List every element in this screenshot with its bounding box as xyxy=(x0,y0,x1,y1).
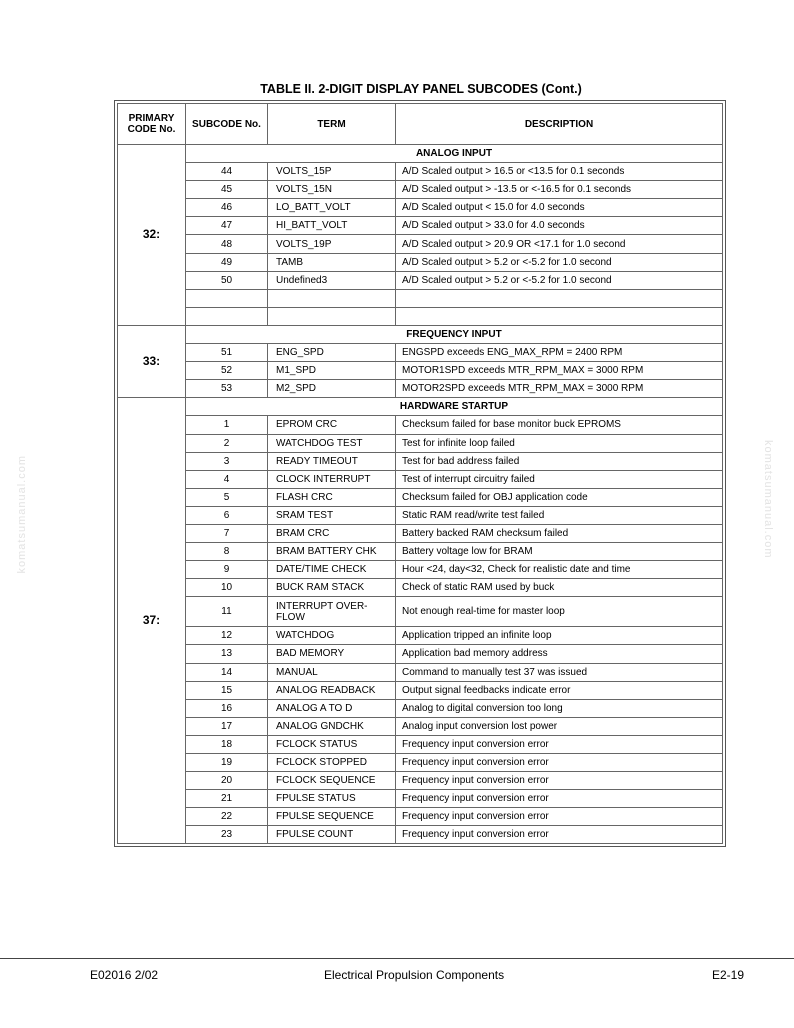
term-cell xyxy=(268,307,396,325)
subcode-cell: 3 xyxy=(186,452,268,470)
subcode-cell: 46 xyxy=(186,199,268,217)
subcode-cell: 18 xyxy=(186,735,268,753)
table-row xyxy=(118,754,723,772)
table-row xyxy=(118,217,723,235)
subcode-cell: 6 xyxy=(186,506,268,524)
term-cell: DATE/TIME CHECK xyxy=(268,561,396,579)
description-cell: A/D Scaled output > 20.9 OR <17.1 for 1.0 second xyxy=(396,235,723,253)
term-cell: INTERRUPT OVER-FLOW xyxy=(268,597,396,627)
section-header-row xyxy=(118,398,723,416)
term-cell: VOLTS_15P xyxy=(268,163,396,181)
subcode-cell: 9 xyxy=(186,561,268,579)
table-row xyxy=(118,307,723,325)
subcode-cell: 44 xyxy=(186,163,268,181)
term-cell: M2_SPD xyxy=(268,380,396,398)
description-cell: Test of interrupt circuitry failed xyxy=(396,470,723,488)
subcode-cell: 47 xyxy=(186,217,268,235)
subcode-cell: 52 xyxy=(186,362,268,380)
subcode-cell: 13 xyxy=(186,645,268,663)
table-row xyxy=(118,663,723,681)
subcode-cell: 20 xyxy=(186,772,268,790)
table-row xyxy=(118,579,723,597)
table-row xyxy=(118,808,723,826)
subcode-cell: 22 xyxy=(186,808,268,826)
term-cell: EPROM CRC xyxy=(268,416,396,434)
table-row xyxy=(118,470,723,488)
term-cell: FPULSE STATUS xyxy=(268,790,396,808)
table-row xyxy=(118,506,723,524)
section-header-row xyxy=(118,325,723,343)
subcode-cell: 15 xyxy=(186,681,268,699)
term-cell: M1_SPD xyxy=(268,362,396,380)
table-row xyxy=(118,199,723,217)
description-cell: MOTOR2SPD exceeds MTR_RPM_MAX = 3000 RPM xyxy=(396,380,723,398)
subcode-cell: 2 xyxy=(186,434,268,452)
description-cell: Output signal feedbacks indicate error xyxy=(396,681,723,699)
term-cell: BRAM BATTERY CHK xyxy=(268,543,396,561)
term-cell: VOLTS_15N xyxy=(268,181,396,199)
table-row xyxy=(118,790,723,808)
description-cell: Frequency input conversion error xyxy=(396,790,723,808)
description-cell: Battery voltage low for BRAM xyxy=(396,543,723,561)
description-cell: Test for bad address failed xyxy=(396,452,723,470)
subcode-cell: 7 xyxy=(186,524,268,542)
watermark-right: komatsumanual.com xyxy=(762,440,774,559)
description-cell: A/D Scaled output > -13.5 or <-16.5 for 0.1 seconds xyxy=(396,181,723,199)
description-cell: Frequency input conversion error xyxy=(396,735,723,753)
subcode-cell: 12 xyxy=(186,627,268,645)
table-row xyxy=(118,289,723,307)
description-cell: Frequency input conversion error xyxy=(396,826,723,844)
term-cell: ANALOG A TO D xyxy=(268,699,396,717)
section-header-row xyxy=(118,145,723,163)
term-cell: ANALOG READBACK xyxy=(268,681,396,699)
term-cell: ANALOG GNDCHK xyxy=(268,717,396,735)
subcode-cell: 49 xyxy=(186,253,268,271)
watermark-left: komatsumanual.com xyxy=(16,455,28,574)
subcode-cell: 5 xyxy=(186,488,268,506)
subcode-cell: 51 xyxy=(186,344,268,362)
footer-doc-id: E02016 2/02 xyxy=(90,968,159,982)
term-cell xyxy=(268,289,396,307)
term-cell: FPULSE COUNT xyxy=(268,826,396,844)
term-cell: ENG_SPD xyxy=(268,344,396,362)
table-row xyxy=(118,253,723,271)
description-cell: Command to manually test 37 was issued xyxy=(396,663,723,681)
description-cell: A/D Scaled output < 15.0 for 4.0 seconds xyxy=(396,199,723,217)
subcode-cell: 21 xyxy=(186,790,268,808)
table-row xyxy=(118,416,723,434)
description-cell: Test for infinite loop failed xyxy=(396,434,723,452)
subcode-cell: 23 xyxy=(186,826,268,844)
description-cell: Hour <24, day<32, Check for realistic date and time xyxy=(396,561,723,579)
term-cell: FCLOCK STATUS xyxy=(268,735,396,753)
description-cell: A/D Scaled output > 5.2 or <-5.2 for 1.0 second xyxy=(396,253,723,271)
table-row xyxy=(118,681,723,699)
term-cell: TAMB xyxy=(268,253,396,271)
term-cell: MANUAL xyxy=(268,663,396,681)
description-cell: Not enough real-time for master loop xyxy=(396,597,723,627)
term-cell: WATCHDOG xyxy=(268,627,396,645)
subcode-cell: 16 xyxy=(186,699,268,717)
footer-page-number: E2-19 xyxy=(712,968,745,982)
term-cell: FCLOCK SEQUENCE xyxy=(268,772,396,790)
table-body xyxy=(118,145,723,844)
table-row xyxy=(118,826,723,844)
term-cell: VOLTS_19P xyxy=(268,235,396,253)
description-cell: Frequency input conversion error xyxy=(396,808,723,826)
table-row xyxy=(118,735,723,753)
subcode-cell: 8 xyxy=(186,543,268,561)
footer-divider xyxy=(0,958,794,959)
table-row xyxy=(118,271,723,289)
table-row xyxy=(118,524,723,542)
description-cell xyxy=(396,289,723,307)
table-row xyxy=(118,561,723,579)
description-cell: Checksum failed for OBJ application code xyxy=(396,488,723,506)
subcode-cell: 48 xyxy=(186,235,268,253)
term-cell: BUCK RAM STACK xyxy=(268,579,396,597)
term-cell: Undefined3 xyxy=(268,271,396,289)
term-cell: SRAM TEST xyxy=(268,506,396,524)
table-row xyxy=(118,645,723,663)
description-cell: Checksum failed for base monitor buck EPROMS xyxy=(396,416,723,434)
table-row xyxy=(118,488,723,506)
term-cell: FLASH CRC xyxy=(268,488,396,506)
description-cell: Frequency input conversion error xyxy=(396,754,723,772)
table-row xyxy=(118,543,723,561)
description-cell: ENGSPD exceeds ENG_MAX_RPM = 2400 RPM xyxy=(396,344,723,362)
description-cell: Frequency input conversion error xyxy=(396,772,723,790)
term-cell: CLOCK INTERRUPT xyxy=(268,470,396,488)
subcode-cell: 1 xyxy=(186,416,268,434)
table-row xyxy=(118,627,723,645)
description-cell: Check of static RAM used by buck xyxy=(396,579,723,597)
description-cell: A/D Scaled output > 5.2 or <-5.2 for 1.0 second xyxy=(396,271,723,289)
description-cell: Analog to digital conversion too long xyxy=(396,699,723,717)
term-cell: LO_BATT_VOLT xyxy=(268,199,396,217)
description-cell xyxy=(396,307,723,325)
table-row xyxy=(118,772,723,790)
header-description: DESCRIPTION xyxy=(396,104,723,145)
description-cell: A/D Scaled output > 16.5 or <13.5 for 0.1 seconds xyxy=(396,163,723,181)
table-row xyxy=(118,717,723,735)
table-row xyxy=(118,235,723,253)
description-cell: Static RAM read/write test failed xyxy=(396,506,723,524)
subcode-table xyxy=(117,103,723,844)
subcode-cell: 10 xyxy=(186,579,268,597)
primary-code: 37: xyxy=(118,398,186,844)
table-row xyxy=(118,362,723,380)
description-cell: Application bad memory address xyxy=(396,645,723,663)
subcode-cell: 53 xyxy=(186,380,268,398)
footer-section-title: Electrical Propulsion Components xyxy=(324,968,505,982)
section-title: FREQUENCY INPUT xyxy=(186,325,723,343)
term-cell: FPULSE SEQUENCE xyxy=(268,808,396,826)
subcode-table-frame xyxy=(114,100,726,847)
description-cell: A/D Scaled output > 33.0 for 4.0 seconds xyxy=(396,217,723,235)
header-subcode: SUBCODE No. xyxy=(186,104,268,145)
term-cell: FCLOCK STOPPED xyxy=(268,754,396,772)
primary-code: 33: xyxy=(118,325,186,397)
section-title: ANALOG INPUT xyxy=(186,145,723,163)
table-row xyxy=(118,344,723,362)
description-cell: MOTOR1SPD exceeds MTR_RPM_MAX = 3000 RPM xyxy=(396,362,723,380)
table-row xyxy=(118,163,723,181)
subcode-cell xyxy=(186,289,268,307)
table-header-row xyxy=(118,104,723,145)
description-cell: Analog input conversion lost power xyxy=(396,717,723,735)
header-primary-code: PRIMARY CODE No. xyxy=(118,104,186,145)
term-cell: BRAM CRC xyxy=(268,524,396,542)
table-row xyxy=(118,434,723,452)
subcode-cell: 45 xyxy=(186,181,268,199)
table-row xyxy=(118,699,723,717)
description-cell: Battery backed RAM checksum failed xyxy=(396,524,723,542)
primary-code: 32: xyxy=(118,145,186,326)
subcode-cell: 14 xyxy=(186,663,268,681)
subcode-cell xyxy=(186,307,268,325)
term-cell: READY TIMEOUT xyxy=(268,452,396,470)
table-row xyxy=(118,452,723,470)
subcode-cell: 50 xyxy=(186,271,268,289)
table-title: TABLE II. 2-DIGIT DISPLAY PANEL SUBCODES (Cont.) xyxy=(260,82,582,96)
section-title: HARDWARE STARTUP xyxy=(186,398,723,416)
term-cell: WATCHDOG TEST xyxy=(268,434,396,452)
subcode-cell: 11 xyxy=(186,597,268,627)
header-term: TERM xyxy=(268,104,396,145)
term-cell: BAD MEMORY xyxy=(268,645,396,663)
subcode-cell: 19 xyxy=(186,754,268,772)
subcode-cell: 4 xyxy=(186,470,268,488)
term-cell: HI_BATT_VOLT xyxy=(268,217,396,235)
subcode-cell: 17 xyxy=(186,717,268,735)
description-cell: Application tripped an infinite loop xyxy=(396,627,723,645)
table-row xyxy=(118,380,723,398)
table-row xyxy=(118,597,723,627)
table-row xyxy=(118,181,723,199)
